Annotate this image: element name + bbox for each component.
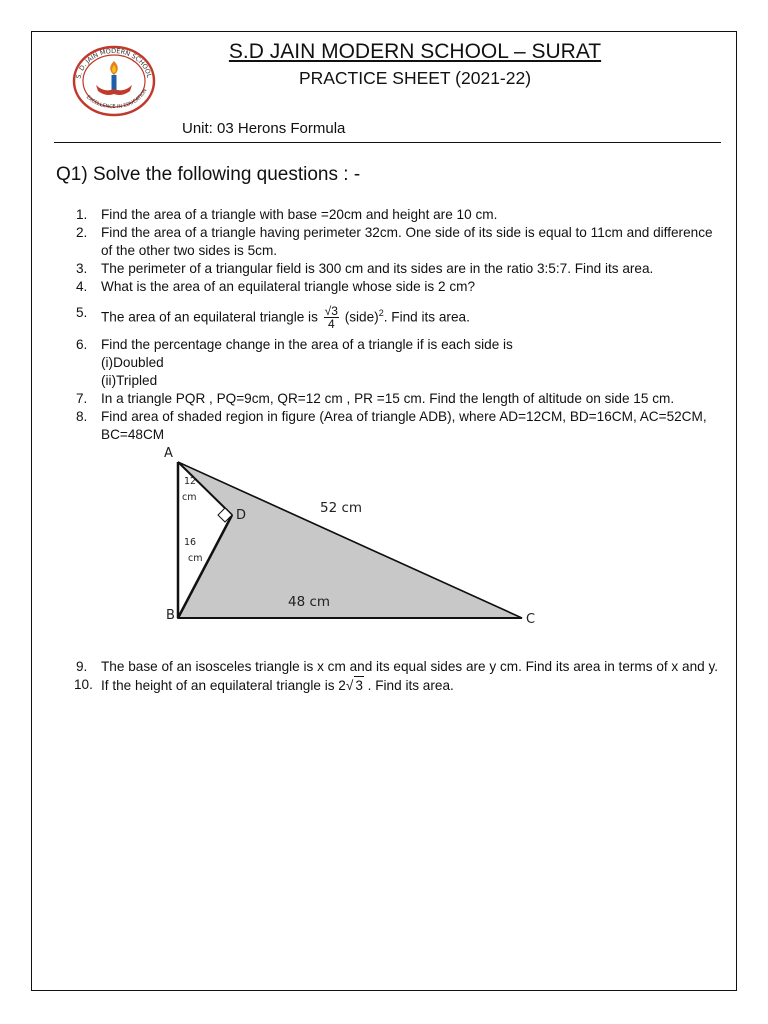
- question-number: 7.: [76, 391, 88, 407]
- question-3: [54, 260, 726, 278]
- question-number: 9.: [76, 659, 88, 675]
- question-list: [54, 206, 726, 695]
- school-name: S.D JAIN MODERN SCHOOL – SURAT: [228, 40, 602, 63]
- question-8: [54, 408, 726, 444]
- sqrt-symbol: √: [345, 678, 354, 694]
- question-text: Find area of shaded region in figure (Area of triangle ADB), where AD=12CM, BD=16CM, AC=52CM, BC=48CM: [101, 409, 707, 443]
- sqrt-radicand: 3: [355, 678, 363, 694]
- segment-bc-label: 48 cm: [288, 594, 331, 611]
- question-text: What is the area of an equilateral triangle whose side is 2 cm?: [101, 279, 476, 294]
- segment-ad-unit: cm: [182, 492, 197, 504]
- question-text-after: . Find its area.: [383, 309, 470, 325]
- question-4: [54, 278, 726, 296]
- vertex-label-a: A: [164, 446, 173, 462]
- question-number: 1.: [76, 207, 88, 222]
- fraction-numerator: √3: [324, 304, 338, 319]
- question-subitem: (i)Doubled: [101, 355, 164, 371]
- unit-title: Unit: 03 Herons Formula: [182, 120, 346, 137]
- question-text: Find the area of a triangle with base =20cm and height are 10 cm.: [101, 207, 498, 222]
- vertex-label-d: D: [236, 508, 247, 524]
- vertex-label-c: C: [526, 612, 536, 628]
- question-2: [54, 224, 726, 260]
- question-9: [54, 658, 726, 676]
- segment-bd-unit: cm: [188, 553, 203, 565]
- question-6: [54, 336, 726, 390]
- question-number: 2.: [76, 225, 88, 240]
- segment-ad-value: 12: [184, 476, 197, 488]
- fraction: [324, 305, 339, 330]
- question-number: 8.: [76, 409, 88, 425]
- segment-ac-label: 52 cm: [320, 500, 363, 517]
- question-number: 10.: [74, 677, 93, 693]
- question-text: The perimeter of a triangular field is 300 cm and its sides are in the ratio 3:5:7. Find its area.: [101, 261, 654, 276]
- question-number: 3.: [76, 261, 88, 276]
- question-7: [54, 390, 726, 408]
- question-text: The base of an isosceles triangle is x cm and its equal sides are y cm. Find its area in terms of x and y.: [101, 659, 719, 675]
- fraction-denominator: 4: [327, 317, 335, 332]
- question-text-before: The area of an equilateral triangle is: [101, 309, 322, 325]
- question-5: [54, 304, 726, 330]
- logo-ring-text-top: S. D. JAIN MODERN SCHOOL: [74, 46, 154, 80]
- header-divider: [54, 142, 721, 143]
- question-number: 6.: [76, 337, 88, 353]
- question-number: 5.: [76, 305, 88, 320]
- exponent: 2: [378, 308, 384, 318]
- question-subitem: (ii)Tripled: [101, 373, 158, 389]
- question-number: 4.: [76, 279, 88, 294]
- question-text: In a triangle PQR , PQ=9cm, QR=12 cm , PR =15 cm. Find the length of altitude on side 15 cm.: [101, 391, 675, 407]
- question-text-before: If the height of an equilateral triangle is 2: [101, 678, 346, 694]
- school-header: [0, 40, 768, 89]
- segment-bd-value: 16: [184, 537, 197, 549]
- question-text-after: . Find its area.: [363, 678, 454, 694]
- triangle-figure: [162, 446, 562, 648]
- vertex-label-b: B: [166, 608, 175, 624]
- sheet-title: PRACTICE SHEET (2021-22): [298, 68, 532, 88]
- question-text: Find the percentage change in the area of a triangle if is each side is: [101, 337, 513, 353]
- section-heading: Q1) Solve the following questions : -: [56, 164, 361, 185]
- question-10: [54, 676, 726, 695]
- triangle-diagram: [162, 452, 562, 648]
- question-1: [54, 206, 726, 224]
- logo-ring-text-bottom: EXCELLENCE IN EDUCATION: [84, 87, 149, 111]
- question-text-mid: (side): [340, 309, 379, 325]
- question-text: Find the area of a triangle having perimeter 32cm. One side of its side is equal to 11cm and difference of the other two sides is 5cm.: [101, 225, 713, 258]
